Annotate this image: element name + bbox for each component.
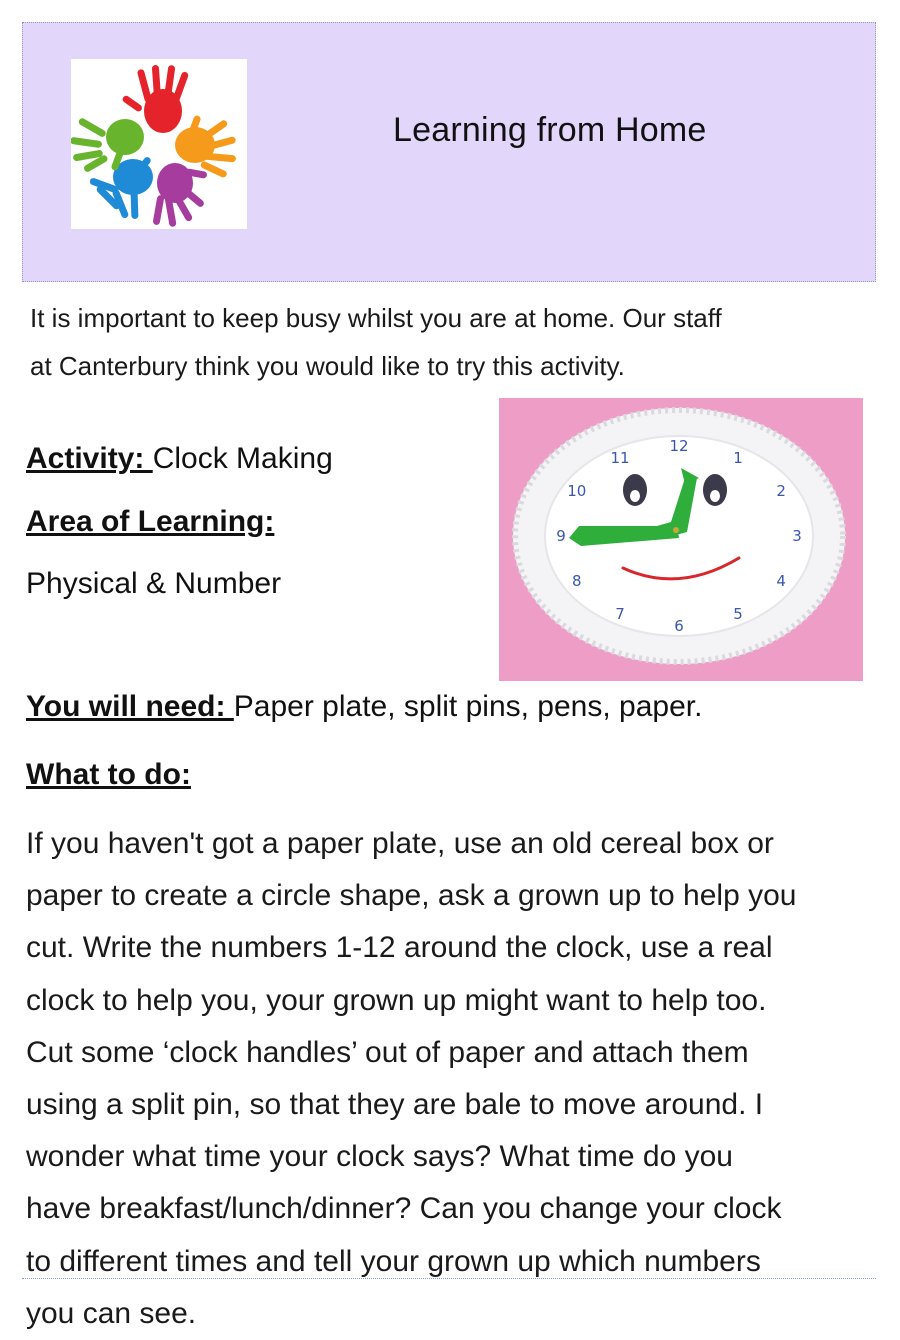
- clock-numeral: 10: [567, 482, 587, 500]
- area-of-learning-value: Physical & Number: [26, 567, 282, 600]
- you-will-need-label: You will need:: [26, 690, 234, 723]
- instruction-line: have breakfast/lunch/dinner? Can you change your clock: [26, 1192, 782, 1226]
- intro-line: at Canterbury think you would like to try this activity.: [30, 351, 625, 381]
- instruction-line: If you haven't got a paper plate, use an old cereal box or: [26, 827, 774, 860]
- instruction-line: Cut some ‘clock handles’ out of paper and attach them: [26, 1035, 749, 1069]
- instruction-line: clock to help you, your grown up might want to help too.: [26, 983, 767, 1017]
- header-banner: [22, 22, 876, 282]
- handprints-logo-icon: [71, 59, 247, 229]
- what-to-do-field: [26, 758, 191, 792]
- clock-numeral: 6: [674, 617, 684, 635]
- instruction-line: wonder what time your clock says? What time do you: [26, 1140, 733, 1174]
- dotted-divider: [22, 1278, 876, 1279]
- intro-paragraph: [30, 294, 870, 390]
- clock-numeral: 4: [776, 572, 786, 590]
- clock-numeral: 1: [733, 449, 743, 468]
- instruction-line: you can see.: [26, 1296, 197, 1330]
- clock-numeral: 3: [792, 527, 802, 545]
- you-will-need-field: [26, 690, 702, 724]
- instruction-line: using a split pin, so that they are bale to move around. I: [26, 1088, 764, 1122]
- clock-numeral: 7: [615, 604, 625, 623]
- instruction-line: cut. Write the numbers 1-12 around the clock, use a real: [26, 931, 773, 965]
- clock-numeral: 12: [669, 437, 689, 455]
- clock-numeral: 11: [610, 449, 630, 468]
- instruction-line: to different times and tell your grown up which numbers: [26, 1244, 761, 1278]
- activity-label: Activity:: [26, 442, 153, 475]
- paper-plate-clock-image: [499, 398, 863, 681]
- clock-numeral: 5: [733, 604, 743, 623]
- activity-field: [26, 442, 333, 476]
- area-label-field: [26, 505, 274, 539]
- activity-value: Clock Making: [152, 442, 333, 475]
- clock-numeral: 9: [556, 527, 566, 545]
- page-title: Learning from Home: [393, 111, 707, 149]
- instructions-paragraph: [26, 818, 876, 1340]
- area-value-field: [26, 567, 281, 601]
- intro-line: It is important to keep busy whilst you are at home. Our staff: [30, 303, 722, 333]
- what-to-do-label: What to do:: [26, 758, 191, 791]
- area-of-learning-label: Area of Learning:: [26, 505, 275, 538]
- clock-numeral: 8: [572, 572, 582, 590]
- clock-numeral: 2: [776, 482, 786, 500]
- you-will-need-value: Paper plate, split pins, pens, paper.: [233, 690, 703, 723]
- instruction-line: paper to create a circle shape, ask a grown up to help you: [26, 879, 797, 913]
